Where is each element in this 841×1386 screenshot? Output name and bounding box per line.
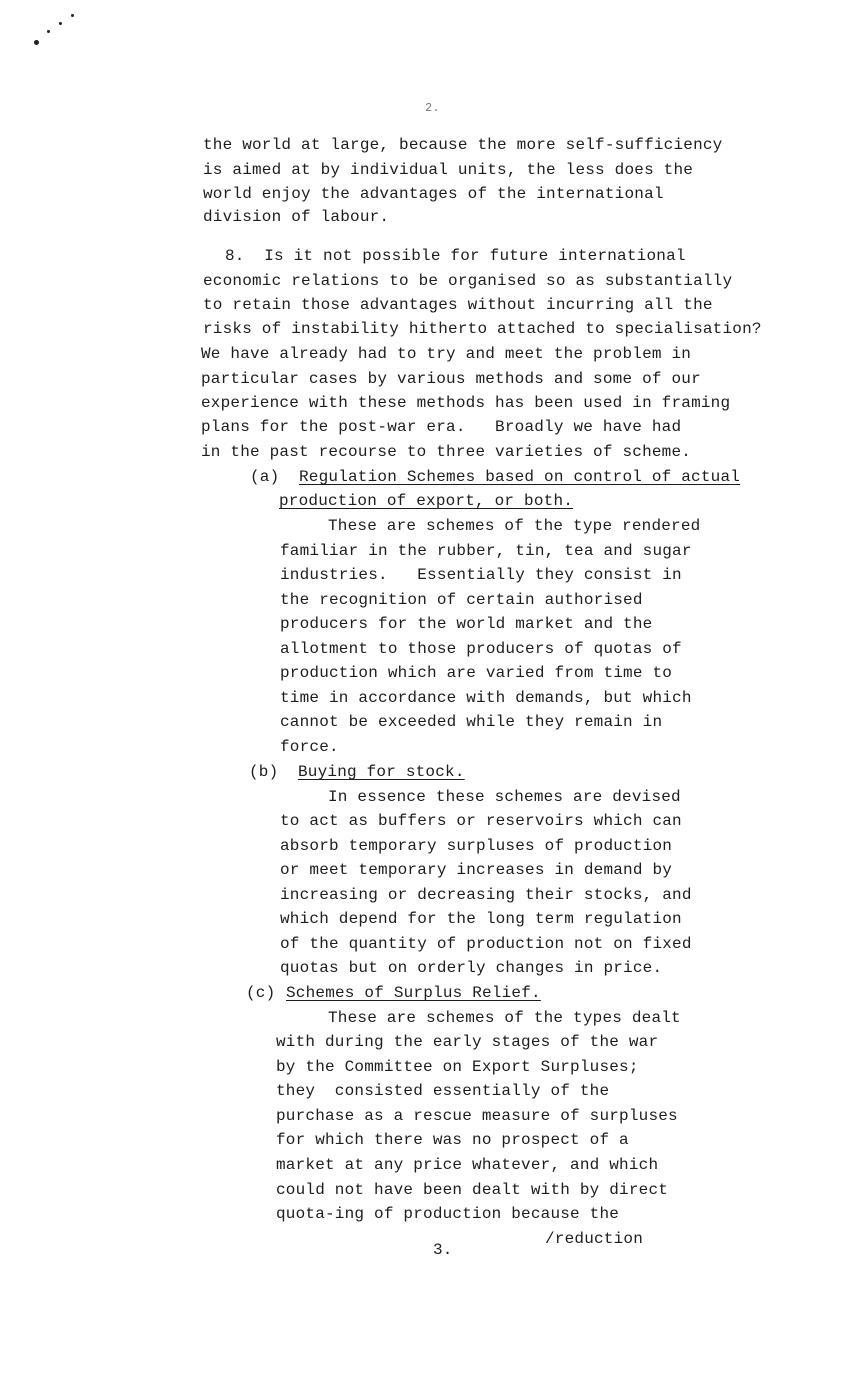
ink-speck — [59, 22, 62, 25]
section-a-line: These are schemes of the type rendered — [328, 517, 701, 535]
catchword: /reduction — [545, 1230, 644, 1248]
section-a-line: cannot be exceeded while they remain in — [280, 713, 663, 731]
section-c-heading: Schemes of Surplus Relief. — [286, 984, 541, 1002]
body-line: the world at large, because the more self-sufficiency — [203, 136, 723, 154]
body-line: We have already had to try and meet the problem in — [201, 345, 692, 363]
section-b-line: or meet temporary increases in demand by — [280, 861, 673, 879]
section-b-line: quotas but on orderly changes in price. — [280, 959, 663, 977]
section-a-line: allotment to those producers of quotas of — [280, 640, 682, 658]
paragraph-8-line: 8. Is it not possible for future international — [225, 247, 686, 265]
section-a-line: production which are varied from time to — [280, 664, 673, 682]
body-line: in the past recourse to three varieties of scheme. — [201, 443, 692, 461]
section-c-line: by the Committee on Export Surpluses; — [276, 1058, 639, 1076]
section-c-line: they consisted essentially of the — [276, 1082, 610, 1100]
body-line: risks of instability hitherto attached to specialisation? — [203, 320, 762, 338]
section-c-line: with during the early stages of the war — [276, 1033, 659, 1051]
section-c-line: market at any price whatever, and which — [276, 1156, 659, 1174]
section-b-marker: (b) — [249, 763, 279, 781]
body-line: world enjoy the advantages of the international — [203, 185, 664, 203]
section-c-line: for which there was no prospect of a — [276, 1131, 629, 1149]
section-c-line: could not have been dealt with by direct — [276, 1181, 669, 1199]
section-b-heading: Buying for stock. — [298, 763, 465, 781]
section-a-heading: production of export, or both. — [279, 492, 574, 510]
section-b-line: to act as buffers or reservoirs which can — [280, 812, 682, 830]
body-line: to retain those advantages without incurring all the — [203, 296, 713, 314]
body-line: particular cases by various methods and some of our — [201, 370, 701, 388]
section-c-line: purchase as a rescue measure of surpluses — [276, 1107, 678, 1125]
section-c-line: quota-ing of production because the — [276, 1205, 620, 1223]
section-a-line: time in accordance with demands, but which — [280, 689, 692, 707]
body-line: plans for the post-war era. Broadly we have had — [201, 418, 682, 436]
ink-speck — [71, 14, 74, 17]
section-a-line: producers for the world market and the — [280, 615, 653, 633]
section-a-heading: Regulation Schemes based on control of actual — [299, 468, 741, 486]
section-b-line: increasing or decreasing their stocks, and — [280, 886, 692, 904]
section-a-marker: (a) — [250, 468, 280, 486]
section-a-line: the recognition of certain authorised — [280, 591, 643, 609]
section-a-line: familiar in the rubber, tin, tea and sugar — [280, 542, 692, 560]
section-a-line: industries. Essentially they consist in — [280, 566, 682, 584]
section-a-line: force. — [280, 738, 339, 756]
top-mark: 2. — [425, 101, 440, 115]
ink-speck — [34, 40, 39, 45]
section-b-line: In essence these schemes are devised — [328, 788, 681, 806]
section-b-line: which depend for the long term regulation — [280, 910, 682, 928]
body-line: is aimed at by individual units, the less does the — [203, 161, 694, 179]
body-line: experience with these methods has been used in framing — [201, 394, 731, 412]
page-number: 3. — [433, 1241, 453, 1259]
section-c-marker: (c) — [246, 984, 276, 1002]
section-b-line: of the quantity of production not on fixed — [280, 935, 692, 953]
body-line: division of labour. — [203, 208, 390, 226]
section-c-line: These are schemes of the types dealt — [328, 1009, 681, 1027]
body-line: economic relations to be organised so as substantially — [203, 272, 733, 290]
ink-speck — [47, 30, 50, 33]
section-b-line: absorb temporary surpluses of production — [280, 837, 673, 855]
